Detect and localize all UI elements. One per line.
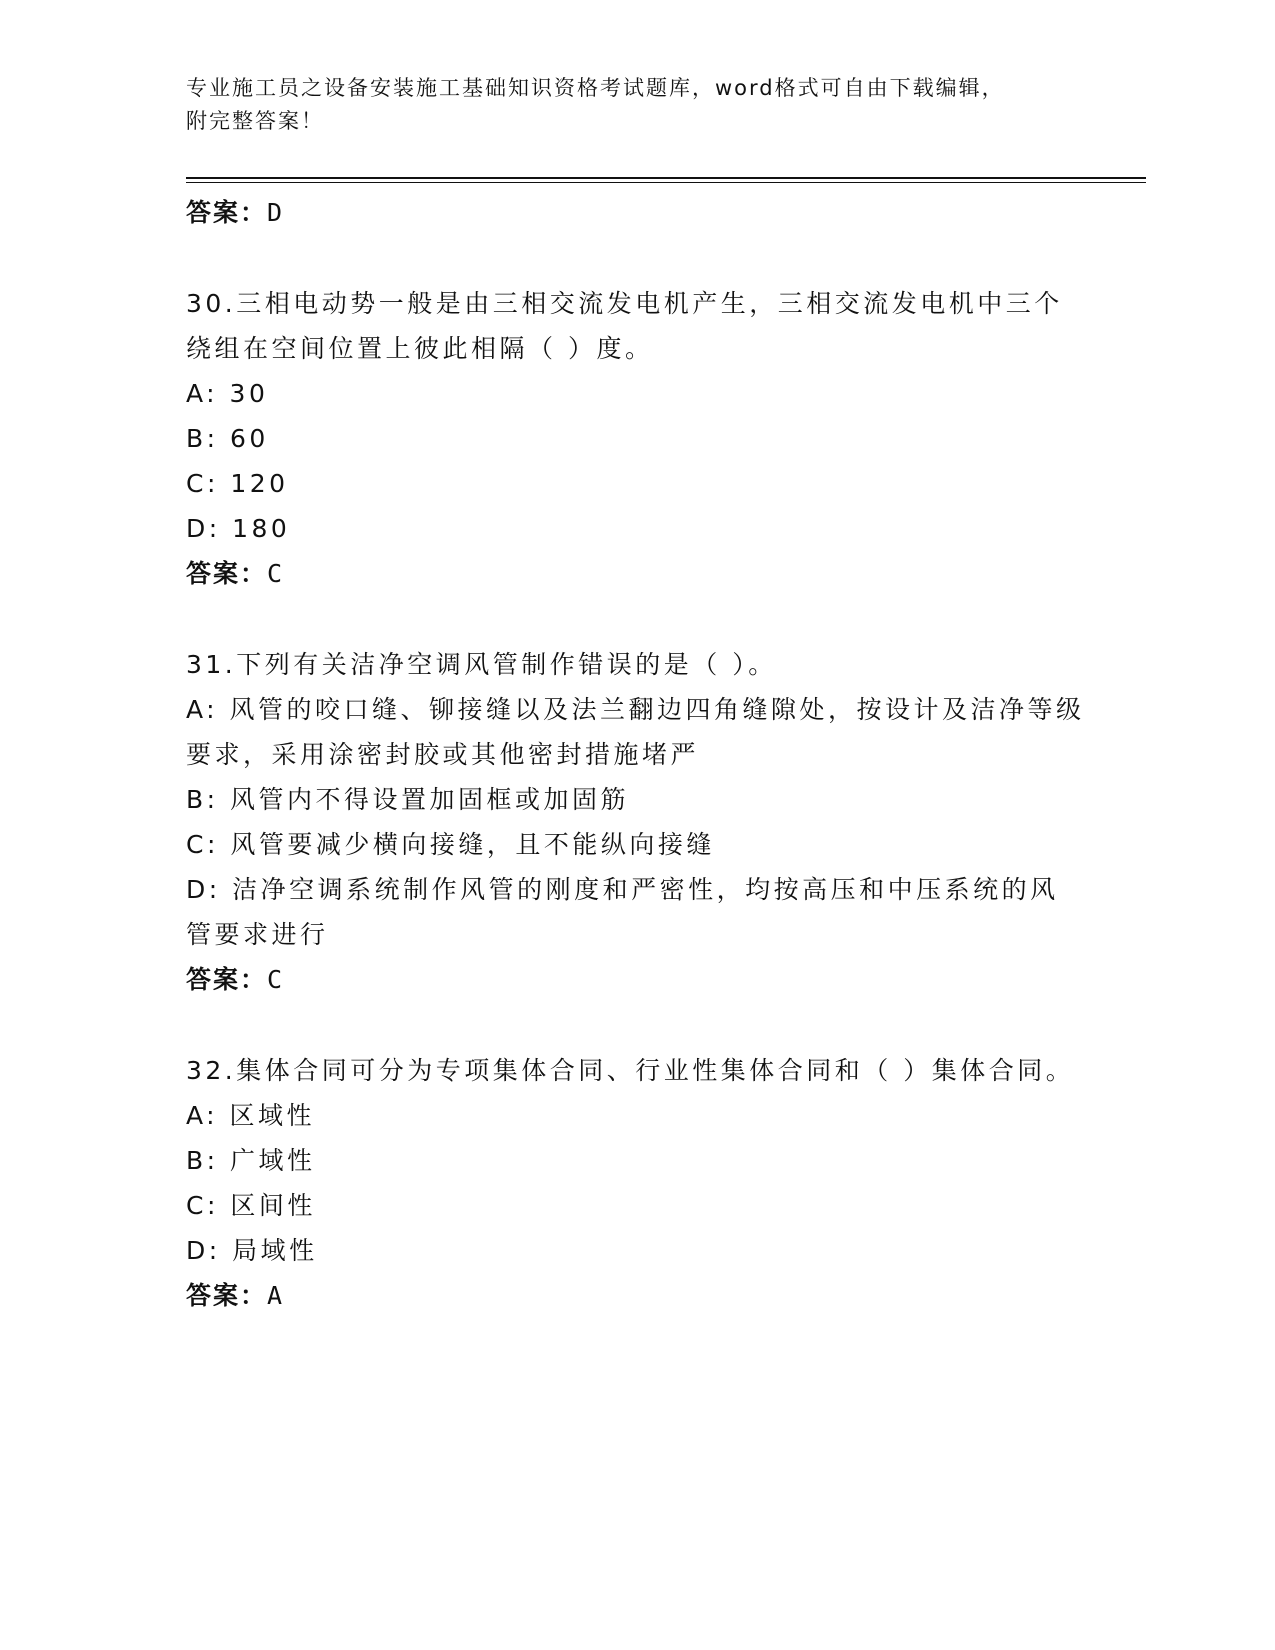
- answer-value: C: [267, 559, 285, 588]
- option-31-d: D: 洁净空调系统制作风管的刚度和严密性，均按高压和中压系统的风管要求进行: [186, 875, 1059, 949]
- header-rule-thin: [186, 182, 1146, 183]
- question-32: 32.集体合同可分为专项集体合同、行业性集体合同和（ ）集体合同。: [186, 1056, 1075, 1085]
- option-30-c: C: 120: [186, 469, 289, 498]
- option-32-d: D: 局域性: [186, 1236, 318, 1265]
- header-line-2: 附完整答案！: [186, 109, 324, 133]
- answer-q31: [186, 957, 1086, 1002]
- option-32-c: C: 区间性: [186, 1191, 316, 1220]
- question-31: 31.下列有关洁净空调风管制作错误的是（ ）。: [186, 650, 777, 679]
- question-list: [186, 190, 1086, 1318]
- answer-value: D: [267, 198, 285, 227]
- answer-value: A: [267, 1281, 285, 1310]
- option-31-c: C: 风管要减少横向接缝，且不能纵向接缝: [186, 830, 715, 859]
- answer-q30: [186, 551, 1086, 596]
- answer-label: 答案：: [186, 559, 268, 588]
- option-30-b: B: 60: [186, 424, 269, 453]
- option-30-a: A: 30: [186, 379, 269, 408]
- answer-label: 答案：: [186, 1281, 268, 1310]
- answer-label: 答案：: [186, 965, 268, 994]
- option-30-d: D: 180: [186, 514, 291, 543]
- option-32-a: A: 区域性: [186, 1101, 316, 1130]
- question-30: 30.三相电动势一般是由三相交流发电机产生，三相交流发电机中三个绕组在空间位置上彼此相隔（ ）度。: [186, 289, 1063, 363]
- option-31-a: A: 风管的咬口缝、铆接缝以及法兰翻边四角缝隙处，按设计及洁净等级要求，采用涂密封胶或其他密封措施堵严: [186, 695, 1085, 769]
- option-31-b: B: 风管内不得设置加固框或加固筋: [186, 785, 630, 814]
- answer-value: C: [267, 965, 285, 994]
- header-rule-thick: [186, 177, 1146, 179]
- answer-label: 答案：: [186, 198, 268, 227]
- answer-q29: [186, 190, 1086, 235]
- document-header: [186, 72, 1086, 138]
- answer-q32: [186, 1273, 1086, 1318]
- header-line-1: 专业施工员之设备安装施工基础知识资格考试题库，word格式可自由下载编辑，: [186, 76, 1005, 100]
- option-32-b: B: 广域性: [186, 1146, 316, 1175]
